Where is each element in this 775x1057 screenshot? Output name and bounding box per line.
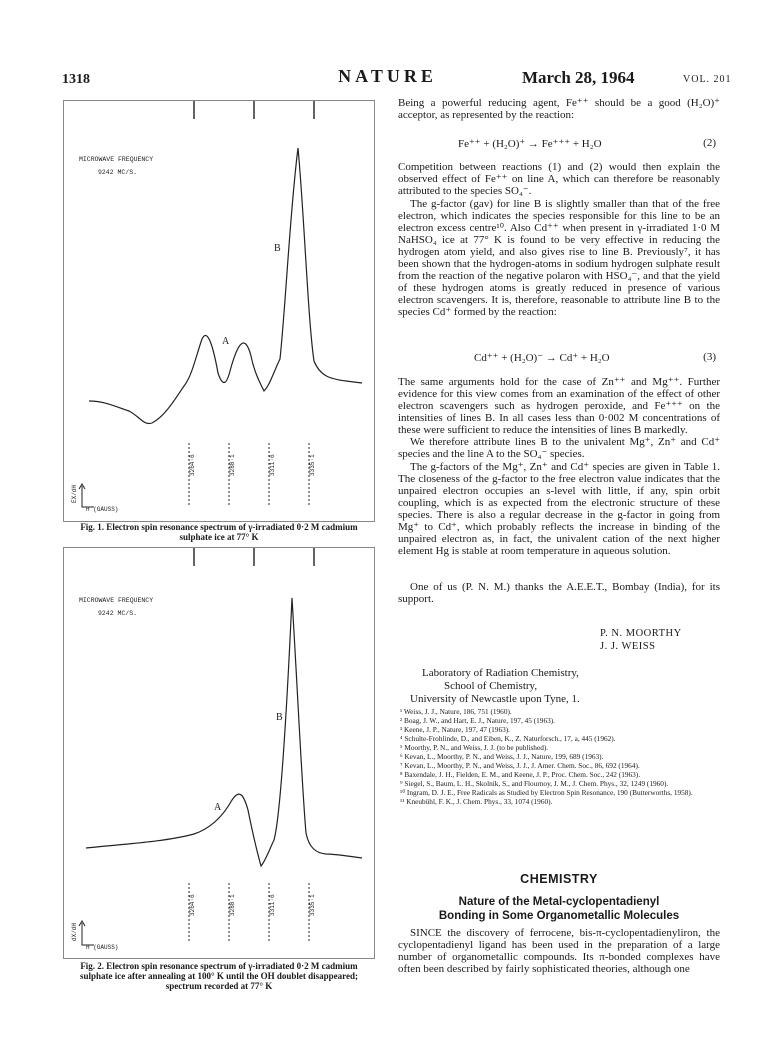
fig2-tick-3: 3311·6	[269, 894, 276, 916]
equation-2-text: Fe⁺⁺ + (H₂O)⁺ → Fe⁺⁺⁺ + H₂O	[458, 138, 602, 150]
fig2-label-line1: MICROWAVE FREQUENCY	[79, 597, 154, 604]
fig1-axis-x: H (GAUSS)	[86, 506, 119, 513]
fig1-peak-a: A	[222, 336, 230, 347]
paragraph-6: The g-factors of the Mg⁺, Zn⁺ and Cd⁺ species are given in Table 1. The closeness of the g-factor to the free electron value indicates that the unpaired electron occupies an s-level with little, if any, spin orbit coupling, which is as expected from the electronic structure of these species. There is also a regular decrease in the g-factor in going from Mg⁺ to Cd⁺, which probably reflects the increase in binding of the unpaired electron as, in fact, the univalent cation of the next higher element Hg is stable at room temperature in aqueous solution.	[398, 461, 720, 557]
fig2-axis-x: H (GAUSS)	[86, 944, 119, 951]
fig1-tick-1: 3264·6	[189, 454, 196, 476]
volume-label: VOL. 201	[683, 74, 732, 85]
paragraph-1: Being a powerful reducing agent, Fe⁺⁺ should be a good (H₂O)⁺ acceptor, as represented by the reaction:	[398, 97, 720, 121]
issue-date: March 28, 1964	[522, 68, 635, 87]
affiliation-line-1: Laboratory of Radiation Chemistry,	[422, 667, 579, 679]
author-2: J. J. WEISS	[600, 641, 656, 652]
fig1-tick-4: 3335·1	[309, 454, 316, 476]
fig2-tick-2: 3288·1	[229, 894, 236, 916]
fig1-peak-b: B	[274, 243, 281, 254]
affiliation-line-2: School of Chemistry,	[444, 680, 538, 692]
reference-item: ⁷ Kevan, L., Moorthy, P. N., and Weiss, J. J., J. Amer. Chem. Soc., 86, 692 (1964).	[400, 761, 640, 770]
page-number: 1318	[62, 72, 90, 87]
affiliation-line-3: University of Newcastle upon Tyne, 1.	[410, 693, 580, 705]
reference-item: ⁶ Kevan, L., Moorthy, P. N., and Weiss, J. J., Nature, 199, 689 (1963).	[400, 752, 604, 761]
paragraph-2: Competition between reactions (1) and (2) would then explain the observed effect of Fe⁺⁺ on line A, which can therefore be reasonably attributed to the species SO₄⁻.	[398, 161, 720, 197]
references-list	[398, 707, 720, 806]
paragraph-7: One of us (P. N. M.) thanks the A.E.E.T., Bombay (India), for its support.	[398, 581, 720, 605]
fig2-tick-1: 3264·6	[189, 894, 196, 916]
paragraph-5: We therefore attribute lines B to the univalent Mg⁺, Zn⁺ and Cd⁺ species and the line A to the SO₄⁻ species.	[398, 436, 720, 460]
fig2-spectrum-curve	[86, 598, 362, 866]
fig2-tick-4: 3335·1	[309, 894, 316, 916]
figure-2-spectrum	[64, 548, 374, 958]
reference-item: ² Boag, J. W., and Hart, E. J., Nature, 197, 45 (1963).	[400, 716, 555, 725]
figure-2-caption: Fig. 2. Electron spin resonance spectrum of γ-irradiated 0·2 M cadmium sulphate ice after annealing at 100° K until the OH doublet disappeared; spectrum recorded at 77° K	[79, 961, 359, 991]
fig2-axis-y: dX/dH	[71, 922, 78, 941]
article-lead-word: SINCE	[410, 927, 442, 939]
article-body	[398, 927, 720, 975]
fig2-peak-a: A	[214, 802, 222, 813]
article-title-line-2: Bonding in Some Organometallic Molecules	[438, 910, 680, 922]
paragraph-3: The g-factor (gav) for line B is slightly smaller than that of the free electron, which indicates the species responsible for this line to be an electron excess centre¹⁰. Also Cd⁺⁺ when present in γ-irradiated 1·0 M NaHSO₄ ice at 77° K is found to be very effective in reducing the hydrogen atom yield, and also gives rise to line B. Previously⁷, it has been shown that the hydrogen-atoms in sodium hydrogen sulphate result from the reaction of the negative polaron with HSO₄⁻, and that the yield of these hydrogen atoms is greatly reduced in presence of various electron scavengers. It is, therefore, reasonable to attribute line B to the species Cd⁺ formed by the reaction:	[398, 198, 720, 318]
section-heading-chemistry: CHEMISTRY	[520, 872, 598, 886]
figure-1-caption: Fig. 1. Electron spin resonance spectrum of γ-irradiated 0·2 M cadmium sulphate ice at 77° K	[80, 522, 358, 542]
equation-3-text: Cd⁺⁺ + (H₂O)⁻ → Cd⁺ + H₂O	[474, 352, 610, 364]
reference-item: ¹¹ Kneubühl, F. K., J. Chem. Phys., 33, 1074 (1960).	[400, 797, 553, 806]
paragraph-4: The same arguments hold for the case of Zn⁺⁺ and Mg⁺⁺. Further evidence for this view comes from an examination of the effect of other electron scavengers such as hydrogen peroxide, and Fe⁺⁺⁺ on the intensities of lines B. In all cases less than 0·002 M concentrations of these were sufficient to reduce the intensities of lines B markedly.	[398, 376, 720, 436]
reference-item: ⁵ Moorthy, P. N., and Weiss, J. J. (to be published).	[400, 743, 549, 752]
figure-2	[63, 547, 375, 959]
reference-item: ¹ Weiss, J. J., Nature, 186, 751 (1960).	[400, 707, 512, 716]
figure-1-spectrum	[64, 101, 374, 521]
fig1-spectrum-curve	[89, 148, 362, 424]
fig1-axis-y: EX/dH	[71, 484, 78, 503]
fig2-label-line2: 9242 MC/S.	[98, 610, 138, 617]
fig2-peak-b: B	[276, 712, 283, 723]
reference-item: ¹⁰ Ingram, D. J. E., Free Radicals as Studied by Electron Spin Resonance, 190 (Butterworths, 1958).	[400, 788, 693, 797]
journal-title: NATURE	[338, 66, 437, 86]
author-1: P. N. MOORTHY	[600, 628, 682, 639]
fig1-tick-3: 3311·6	[269, 454, 276, 476]
reference-item: ⁹ Siegel, S., Baum, L. H., Skolnik, S., and Flournoy, J. M., J. Chem. Phys., 32, 1249 (1960).	[400, 779, 669, 788]
fig1-label-line2: 9242 MC/S.	[98, 169, 138, 176]
reference-item: ⁸ Baxendale, J. H., Fielden, E. M., and Keene, J. P., Proc. Chem. Soc., 242 (1963).	[400, 770, 641, 779]
reference-item: ³ Keene, J. P., Nature, 197, 47 (1963).	[400, 725, 510, 734]
figure-1	[63, 100, 375, 522]
article-title	[398, 895, 720, 923]
equation-3-number: (3)	[703, 351, 716, 363]
article-title-line-1: Nature of the Metal-cyclopentadienyl	[458, 896, 660, 908]
reference-item: ⁴ Schulte-Frohlinde, D., and Eiben, K., Z. Naturforsch., 17, a, 445 (1962).	[400, 734, 616, 743]
fig1-label-line1: MICROWAVE FREQUENCY	[79, 156, 154, 163]
equation-2-number: (2)	[703, 137, 716, 149]
article-body-text: the discovery of ferrocene, bis-π-cyclopentadienyliron, the cyclopentadienyl ligand has been used in the preparation of a large number of organometallic compounds. Its π-bonded complexes have often been described by fairly sophisticated theories, although one	[398, 927, 720, 975]
fig1-tick-2: 3288·1	[229, 454, 236, 476]
